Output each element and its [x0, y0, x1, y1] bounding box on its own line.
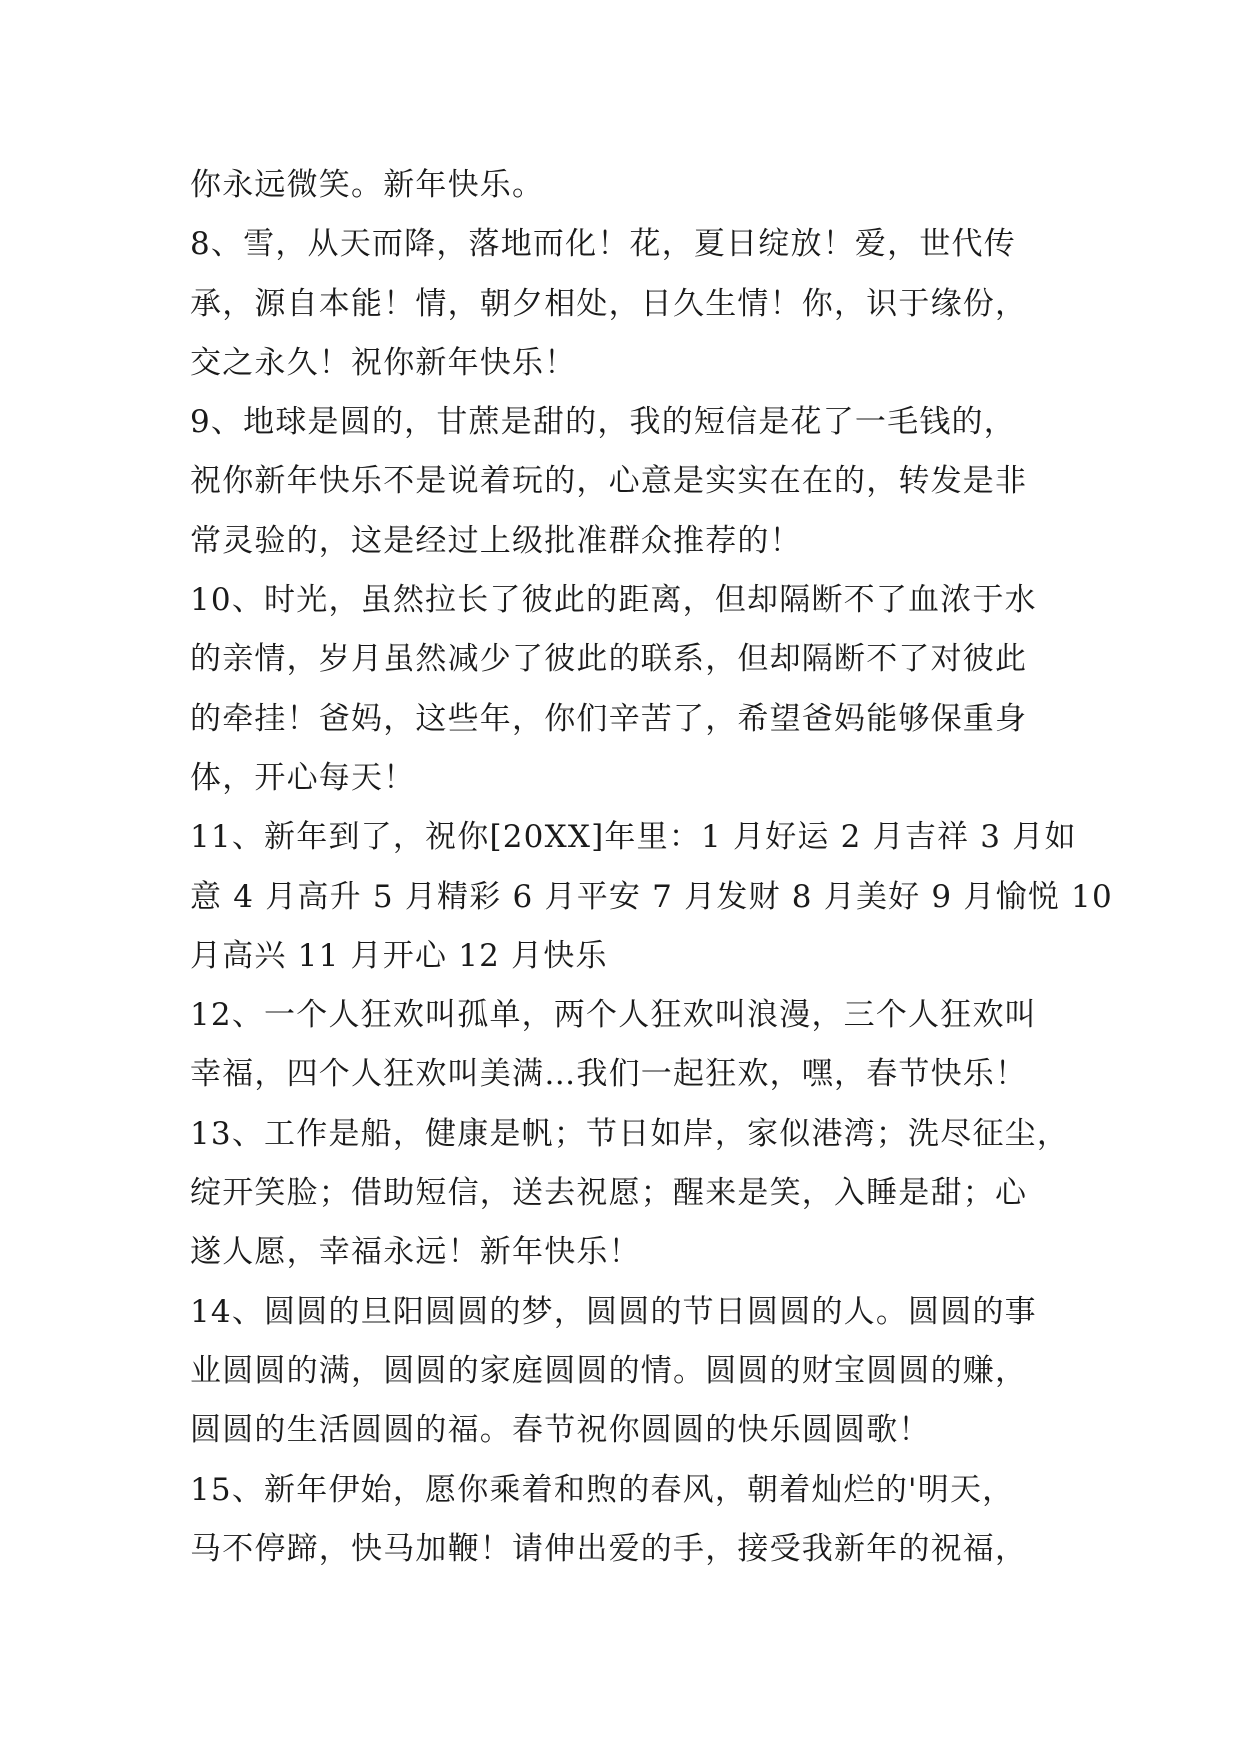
text-line: 10、时光，虽然拉长了彼此的距离，但却隔断不了血浓于水	[190, 582, 1037, 619]
document-body	[190, 156, 1113, 1579]
text-line: 12、一个人狂欢叫孤单，两个人狂欢叫浪漫，三个人狂欢叫	[190, 997, 1037, 1034]
text-line: 11、新年到了，祝你[20XX]年里：1 月好运 2 月吉祥 3 月如	[190, 819, 1077, 856]
text-line: 14、圆圆的旦阳圆圆的梦，圆圆的节日圆圆的人。圆圆的事	[190, 1293, 1037, 1330]
text-line: 意 4 月高升 5 月精彩 6 月平安 7 月发财 8 月美好 9 月愉悦 10	[190, 878, 1113, 915]
text-line: 体，开心每天！	[190, 759, 416, 796]
text-line: 绽开笑脸；借助短信，送去祝愿；醒来是笑，入睡是甜；心	[190, 1175, 1028, 1212]
text-line: 幸福，四个人狂欢叫美满…我们一起狂欢，嘿，春节快乐！	[190, 1056, 1028, 1093]
text-line: 承，源自本能！情，朝夕相处，日久生情！你，识于缘份，	[190, 285, 1028, 322]
text-line: 圆圆的生活圆圆的福。春节祝你圆圆的快乐圆圆歌！	[190, 1412, 931, 1449]
text-line: 9、地球是圆的，甘蔗是甜的，我的短信是花了一毛钱的，	[190, 404, 1016, 441]
text-line: 祝你新年快乐不是说着玩的，心意是实实在在的，转发是非	[190, 463, 1028, 500]
text-line: 13、工作是船，健康是帆；节日如岸，家似港湾；洗尽征尘，	[190, 1115, 1070, 1152]
text-line: 常灵验的，这是经过上级批准群众推荐的！	[190, 522, 802, 559]
text-line: 业圆圆的满，圆圆的家庭圆圆的情。圆圆的财宝圆圆的赚，	[190, 1352, 1028, 1389]
text-line: 的牵挂！爸妈，这些年，你们辛苦了，希望爸妈能够保重身	[190, 700, 1028, 737]
text-line: 15、新年伊始，愿你乘着和煦的春风，朝着灿烂的'明天，	[190, 1471, 1015, 1508]
text-line: 8、雪，从天而降，落地而化！花，夏日绽放！爱，世代传	[190, 226, 1016, 263]
text-line: 你永远微笑。新年快乐。	[190, 167, 545, 203]
text-line: 遂人愿，幸福永远！新年快乐！	[190, 1234, 641, 1271]
text-line: 的亲情，岁月虽然减少了彼此的联系，但却隔断不了对彼此	[190, 641, 1028, 678]
text-line: 月高兴 11 月开心 12 月快乐	[190, 937, 608, 974]
text-line: 交之永久！祝你新年快乐！	[190, 344, 577, 381]
text-line: 马不停蹄，快马加鞭！请伸出爱的手，接受我新年的祝福，	[190, 1530, 1028, 1567]
